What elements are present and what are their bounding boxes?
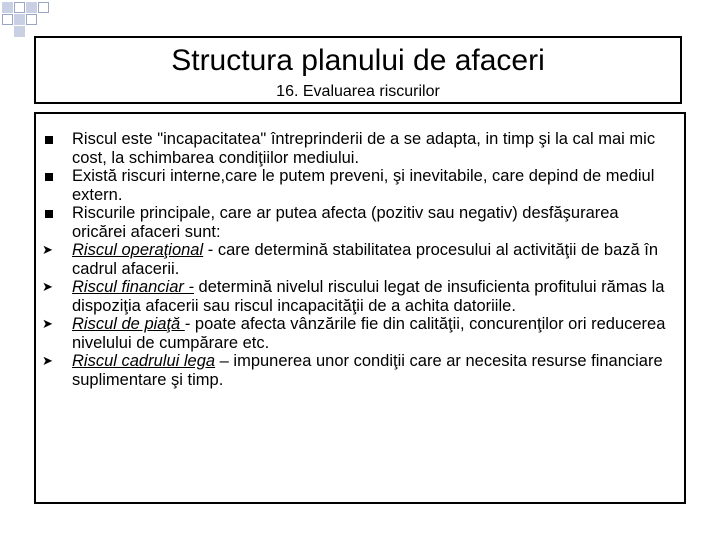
- item-text: Există riscuri interne,care le putem preveni, şi inevitabile, care depind de mediul extern.: [72, 167, 655, 204]
- item-term: Riscul financiar -: [72, 278, 194, 296]
- list-item: [42, 352, 676, 389]
- item-text: - poate afecta vânzările fie din calităţii, concurenţilor ori reducerea nivelului de cumpărare etc.: [72, 315, 666, 352]
- arrow-bullet-icon: ➤: [42, 279, 53, 294]
- list-item: [42, 315, 676, 352]
- content-box: [34, 112, 686, 504]
- arrow-bullet-icon: ➤: [42, 242, 53, 257]
- slide-title: Structura planului de afaceri: [171, 44, 545, 77]
- title-box: [34, 36, 682, 104]
- square-bullet-icon: [44, 204, 58, 222]
- slide-subtitle: [36, 82, 680, 102]
- item-text: Riscul este "incapacitatea" întreprinderii de a se adapta, in timp şi la cal mai mic cost, la schimbarea condiţiilor mediului.: [72, 130, 656, 167]
- item-text: – impunerea unor condiţii care ar necesita resurse financiare suplimentare şi timp.: [72, 352, 663, 389]
- arrow-bullet-icon: ➤: [42, 353, 53, 368]
- square-icon: [26, 14, 37, 25]
- square-icon: [14, 2, 25, 13]
- square-icon: [26, 2, 37, 13]
- square-icon: [2, 14, 13, 25]
- square-bullet-icon: [44, 130, 58, 148]
- list-item: [72, 204, 676, 241]
- item-term: Riscul de piaţă: [72, 315, 185, 333]
- square-icon: [38, 2, 49, 13]
- item-text: determină nivelul riscului legat de insuficienta profitului rămas la dispoziţia afacerii sau riscul incapacităţii de a achita datoriile.: [72, 278, 665, 315]
- square-icon: [14, 14, 25, 25]
- item-text: - care determină stabilitatea procesului al activităţii de bază în cadrul afacerii.: [72, 241, 659, 278]
- item-term: Riscul cadrului lega: [72, 352, 216, 370]
- bullet-list: [42, 130, 676, 389]
- list-item: [42, 241, 676, 278]
- subtitle-number: 16.: [276, 83, 299, 100]
- list-item: [72, 130, 676, 167]
- square-bullet-icon: [44, 167, 58, 185]
- item-text: Riscurile principale, care ar putea afecta (pozitiv sau negativ) desfăşurarea oricărei afaceri sunt:: [72, 204, 619, 241]
- subtitle-text: Evaluarea riscurilor: [298, 83, 440, 100]
- list-item: [72, 167, 676, 204]
- square-icon: [2, 2, 13, 13]
- item-term: Riscul operaţional: [72, 241, 204, 259]
- arrow-bullet-icon: ➤: [42, 316, 53, 331]
- list-item: [42, 278, 676, 315]
- decorative-squares: [0, 0, 60, 40]
- square-icon: [14, 26, 25, 37]
